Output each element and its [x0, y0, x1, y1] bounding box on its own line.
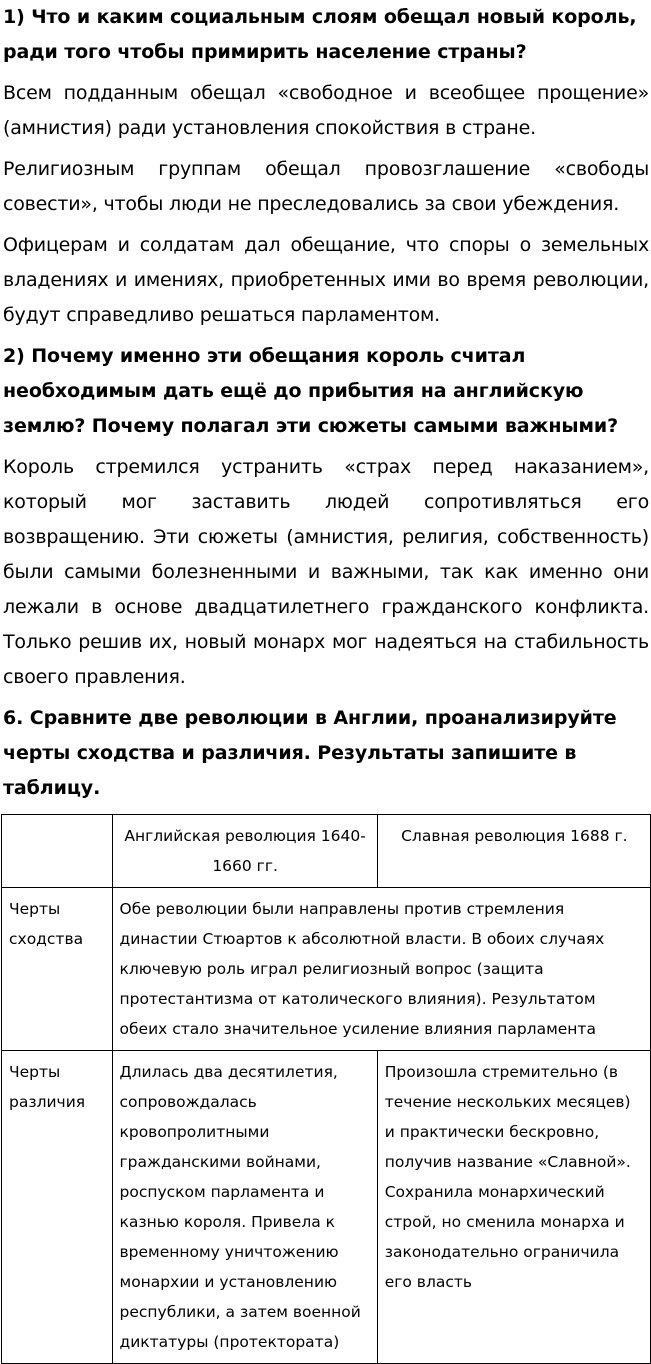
- differences-english-revolution: Длилась два десятилетия, сопровождалась кровопролитными гражданскими войнами, роспуском парламента и казнью короля. Привела к временному уничтожению монархии и установлению республики, а затем военной диктатуры (протектората): [112, 1051, 377, 1364]
- differences-glorious-revolution: Произошла стремительно (в течение нескольких месяцев) и практически бескровно, получив название «Славной». Сохранила монархический строй, но сменила монарха и законодательно ограничила его власть: [377, 1051, 650, 1364]
- table-header-row: [2, 815, 651, 888]
- answer-1-paragraph-1: Всем подданным обещал «свободное и всеобщее прощение» (амнистия) ради установления спокойствия в стране.: [3, 82, 649, 139]
- question-1-title: 1) Что и каким социальным слоям обещал новый король, ради того чтобы примирить население страны?: [3, 6, 637, 63]
- differences-label: Черты различия: [2, 1051, 113, 1364]
- table-row-similarities: [2, 888, 651, 1051]
- comparison-table: [1, 814, 651, 1364]
- answer-1-paragraph-2: Религиозным группам обещал провозглашение «свободы совести», чтобы люди не преследовались за свои убеждения.: [3, 158, 649, 215]
- question-2-title: 2) Почему именно эти обещания король считал необходимым дать ещё до прибытия на английскую землю? Почему полагал эти сюжеты самыми важными?: [3, 345, 619, 437]
- question-6-title: 6. Сравните две революции в Англии, проанализируйте черты сходства и различия. Результаты запишите в таблицу.: [3, 707, 617, 799]
- table-row-differences: [2, 1051, 651, 1364]
- similarities-label: Черты сходства: [2, 888, 113, 1051]
- answer-1-paragraph-3: Офицерам и солдатам дал обещание, что споры о земельных владениях и имениях, приобретенных ими во время революции, будут справедливо решаться парламентом.: [3, 234, 649, 326]
- answer-2-paragraph-1: Король стремился устранить «страх перед наказанием», который мог заставить людей сопротивляться его возвращению. Эти сюжеты (амнистия, религия, собственность) были самыми болезненными и важными, так как именно они лежали в основе двадцатилетнего гражданского конфликта. Только решив их, новый монарх мог надеяться на стабильность своего правления.: [3, 456, 649, 688]
- similarities-text: Обе революции были направлены против стремления династии Стюартов к абсолютной власти. В обоих случаях ключевую роль играл религиозный вопрос (защита протестантизма от католического влияния). Результатом обеих стало значительное усиление влияния парламента: [112, 888, 651, 1051]
- header-empty-cell: [2, 815, 113, 888]
- header-english-revolution: Английская революция 1640-1660 гг.: [112, 815, 377, 888]
- header-glorious-revolution: Славная революция 1688 г.: [377, 815, 650, 888]
